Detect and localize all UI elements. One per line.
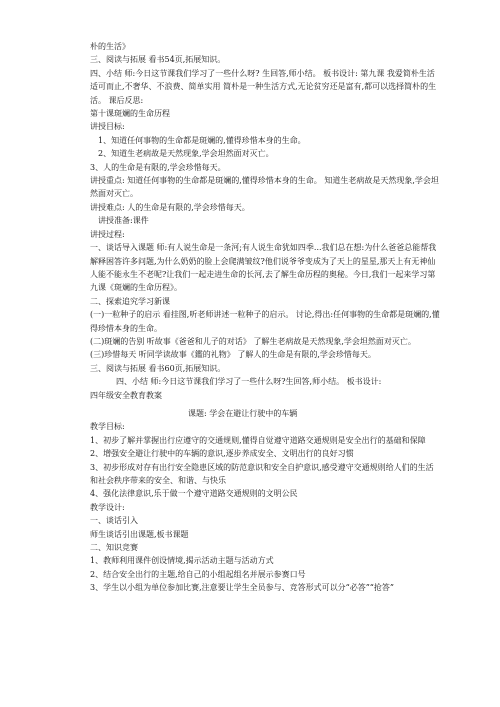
lesson-title: 课题: 学会在避让行驶中的车辆: [188, 409, 298, 418]
objective-item: 3、初步形成对存有出行安全隐患区域的防范意识和安全自护意识,感受遵守交通规则给人们的生活和社会秩序带来的安全、和谐、与快乐: [90, 462, 434, 486]
objective-item: 1、初步了解并掌握出行应遵守的交通规则,懂得自觉遵守道路交通规则是安全出行的基础和保障: [90, 435, 426, 445]
text-line: 二、探索追究学习新课: [90, 296, 170, 306]
objective-item: 4、强化法律意识,乐于做一个遵守道路交通规则的文明公民: [90, 489, 298, 499]
lesson-plan-lower: [90, 407, 440, 595]
text-line: 二、知识竞赛: [90, 543, 138, 553]
text-line: 朴的生活》: [90, 42, 130, 51]
objective-item: 1、知道任何事物的生命都是斑斓的,懂得珍惜本身的生命。: [98, 135, 306, 145]
lesson-heading: 第十课斑斓的生命历程: [90, 109, 170, 119]
text-line: 讲授难点: 人的生命是有限的,学会珍惜每天。: [90, 202, 250, 212]
text-line: 一、谈话引入: [90, 516, 138, 526]
text-line: 教学设计:: [90, 502, 125, 512]
text-line: 一、谈话导入课题 师:有人说生命是一条河;有人说生命犹如四季...我们总在想:为什么爸爸总能帮我解释困答许多问题,为什么奶奶的脸上会爬满皱纹?他们说爷爷变成为了天上的星星,那天上有无神仙人能不能永生不老呢?让我们一起走进生命的长河,去了解生命历程的奥秘。今日,我们一起来学习第九课《斑斓的生命历程》。: [90, 243, 437, 293]
text-line: 讲授目标:: [90, 122, 125, 132]
text-line: 三、阅读与拓展 看书60页,拓展知识。: [90, 363, 226, 373]
text-line: 1、教师利用课件创设情境,揭示活动主题与活动方式: [90, 556, 274, 566]
text-line: 讲授准备:课件: [98, 216, 149, 226]
text-line: 教学目标:: [90, 422, 125, 432]
section-heading: 四年级安全教育教案: [90, 390, 162, 400]
text-line: 3、学生以小组为单位参加比赛,注意要让学生全员参与、竞答形式可以分“必答”“抢答”: [90, 583, 394, 593]
lesson-plan-upper: [90, 40, 440, 402]
objective-item: 3、人的生命是有限的,学会珍惜每天。: [90, 162, 226, 172]
text-line: (二)斑斓的告别 听故事《爸爸和儿子的对话》 了解生老病故是天然现象,学会坦然面对灭亡。: [90, 336, 416, 346]
text-line: 三、阅读与拓展 看书54页,拓展知识。: [90, 55, 226, 65]
objective-item: 2、知道生老病故是天然现象,学会坦然面对灭亡。: [98, 149, 274, 159]
objective-item: 2、增强安全避让行驶中的车辆的意识,逐步养成安全、文明出行的良好习惯: [90, 449, 354, 459]
text-line: 师生谈话引出课题,板书课题: [90, 529, 189, 539]
text-line: 讲授重点: 知道任何事物的生命都是斑斓的,懂得珍惜本身的生命。 知道生老病故是天然现象,学会坦然面对灭亡。: [90, 176, 439, 199]
text-line: (三)珍惜每天 听同学读故事《鑑的礼物》 了解人的生命是有限的,学会珍惜每天。: [90, 350, 376, 360]
text-line: 四、小结 师:今日这节课我们学习了一些什么呀? 生回答,师小结。 板书设计: 第九课 我爱简朴生活 适可而止,不奢华、不浪费、简单实用 简朴是一种生活方式,无论贫穷还是富有,都可以选择简朴的生活。 课后反思:: [90, 68, 437, 105]
text-line: 四、小结 师:今日这节课我们学习了一些什么呀?生回答,师小结。 板书设计:: [116, 377, 382, 387]
text-line: 讲授过程:: [90, 229, 125, 239]
text-line: 2、结合安全出行的主题,给自己的小组起组名并展示参赛口号: [90, 569, 306, 579]
text-line: (一)一粒种子的启示 看挂图,听老师讲述一粒种子的启示。 讨论,得出:任何事物的生命都是斑斓的,懂得珍惜本身的生命。: [90, 310, 440, 333]
